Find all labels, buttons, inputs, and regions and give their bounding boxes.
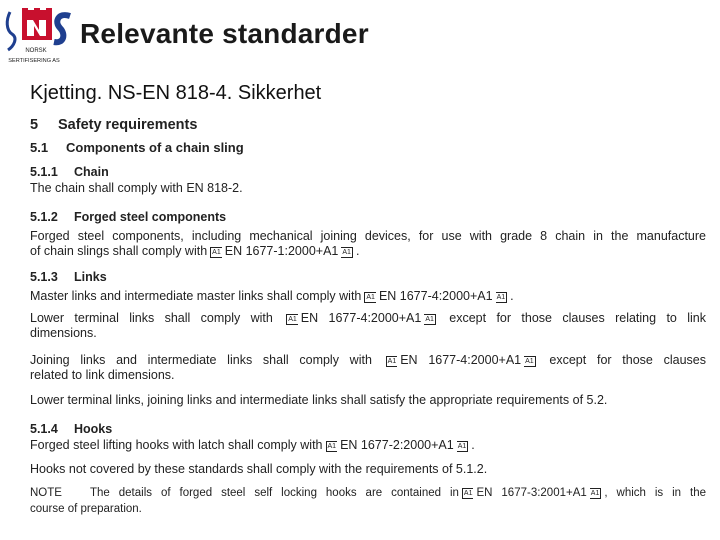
amendment-end-marker: A1 xyxy=(342,249,351,256)
amendment-start-marker: A1 xyxy=(463,490,473,497)
links-paragraph-1: Master links and intermediate master links shall comply with A1 EN 1677-4:2000+A1 A1 . xyxy=(30,289,514,303)
amendment-start-marker: A1 xyxy=(366,294,375,301)
hooks-paragraph-1: Forged steel lifting hooks with latch shall comply with A1 EN 1677-2:2000+A1 A1 . xyxy=(30,438,475,452)
section-5-1-4-heading: 5.1.4 Hooks xyxy=(30,422,113,436)
amendment-end-marker: A1 xyxy=(457,443,467,450)
amendment-end-marker: A1 xyxy=(525,358,534,365)
amendment-start-marker: A1 xyxy=(212,249,221,256)
section-5-heading: 5 Safety requirements xyxy=(30,117,198,133)
note-label: NOTE xyxy=(30,487,62,499)
note-line-2: course of preparation. xyxy=(30,503,142,515)
section-5-1-heading: 5.1 Components of a chain sling xyxy=(30,140,244,155)
links-paragraph-3-line-1: Joining links and intermediate links shall comply with A1 EN 1677-4:2000+A1 A1 except for those clauses xyxy=(30,353,706,367)
page-subtitle: Kjetting. NS-EN 818-4. Sikkerhet xyxy=(30,82,322,104)
amendment-start-marker: A1 xyxy=(288,316,297,323)
section-5-1-2-line-1: Forged steel components, including mechanical joining devices, for use with grade 8 chain in the manufacture xyxy=(30,229,706,243)
norsk-sertifisering-logo xyxy=(4,6,74,66)
section-5-1-2-heading: 5.1.2 Forged steel components xyxy=(30,210,227,224)
hooks-paragraph-2: Hooks not covered by these standards shall comply with the requirements of 5.1.2. xyxy=(30,462,488,476)
section-5-1-1-heading: 5.1.1 Chain xyxy=(30,165,109,179)
links-paragraph-3-line-2: related to link dimensions. xyxy=(30,368,175,382)
section-5-1-1-text: The chain shall comply with EN 818-2. xyxy=(30,181,243,195)
amendment-end-marker: A1 xyxy=(425,316,434,323)
section-5-1-3-heading: 5.1.3 Links xyxy=(30,270,107,284)
section-5-1-2-line-2: of chain slings shall comply with A1 EN 1677-1:2000+A1 A1 . xyxy=(30,244,360,258)
logo-text-norsk: NORSK xyxy=(25,48,47,54)
amendment-start-marker: A1 xyxy=(387,358,397,365)
logo-text-sertifisering: SERTIFISERING AS xyxy=(8,58,60,64)
links-paragraph-2-line-2: dimensions. xyxy=(30,326,97,340)
amendment-end-marker: A1 xyxy=(590,490,600,497)
links-paragraph-4: Lower terminal links, joining links and intermediate links shall satisfy the appropriate requirements of 5.2. xyxy=(30,393,608,407)
note-line-1: NOTE The details of forged steel self locking hooks are contained in A1 EN 1677-3:2001+A1 A1 , which is in the xyxy=(30,487,707,499)
amendment-end-marker: A1 xyxy=(496,294,506,301)
page-title: Relevante standarder xyxy=(80,18,369,49)
amendment-start-marker: A1 xyxy=(327,443,337,450)
links-paragraph-2-line-1: Lower terminal links shall comply with A1 EN 1677-4:2000+A1 A1 except for those clauses relating to link xyxy=(30,311,706,325)
